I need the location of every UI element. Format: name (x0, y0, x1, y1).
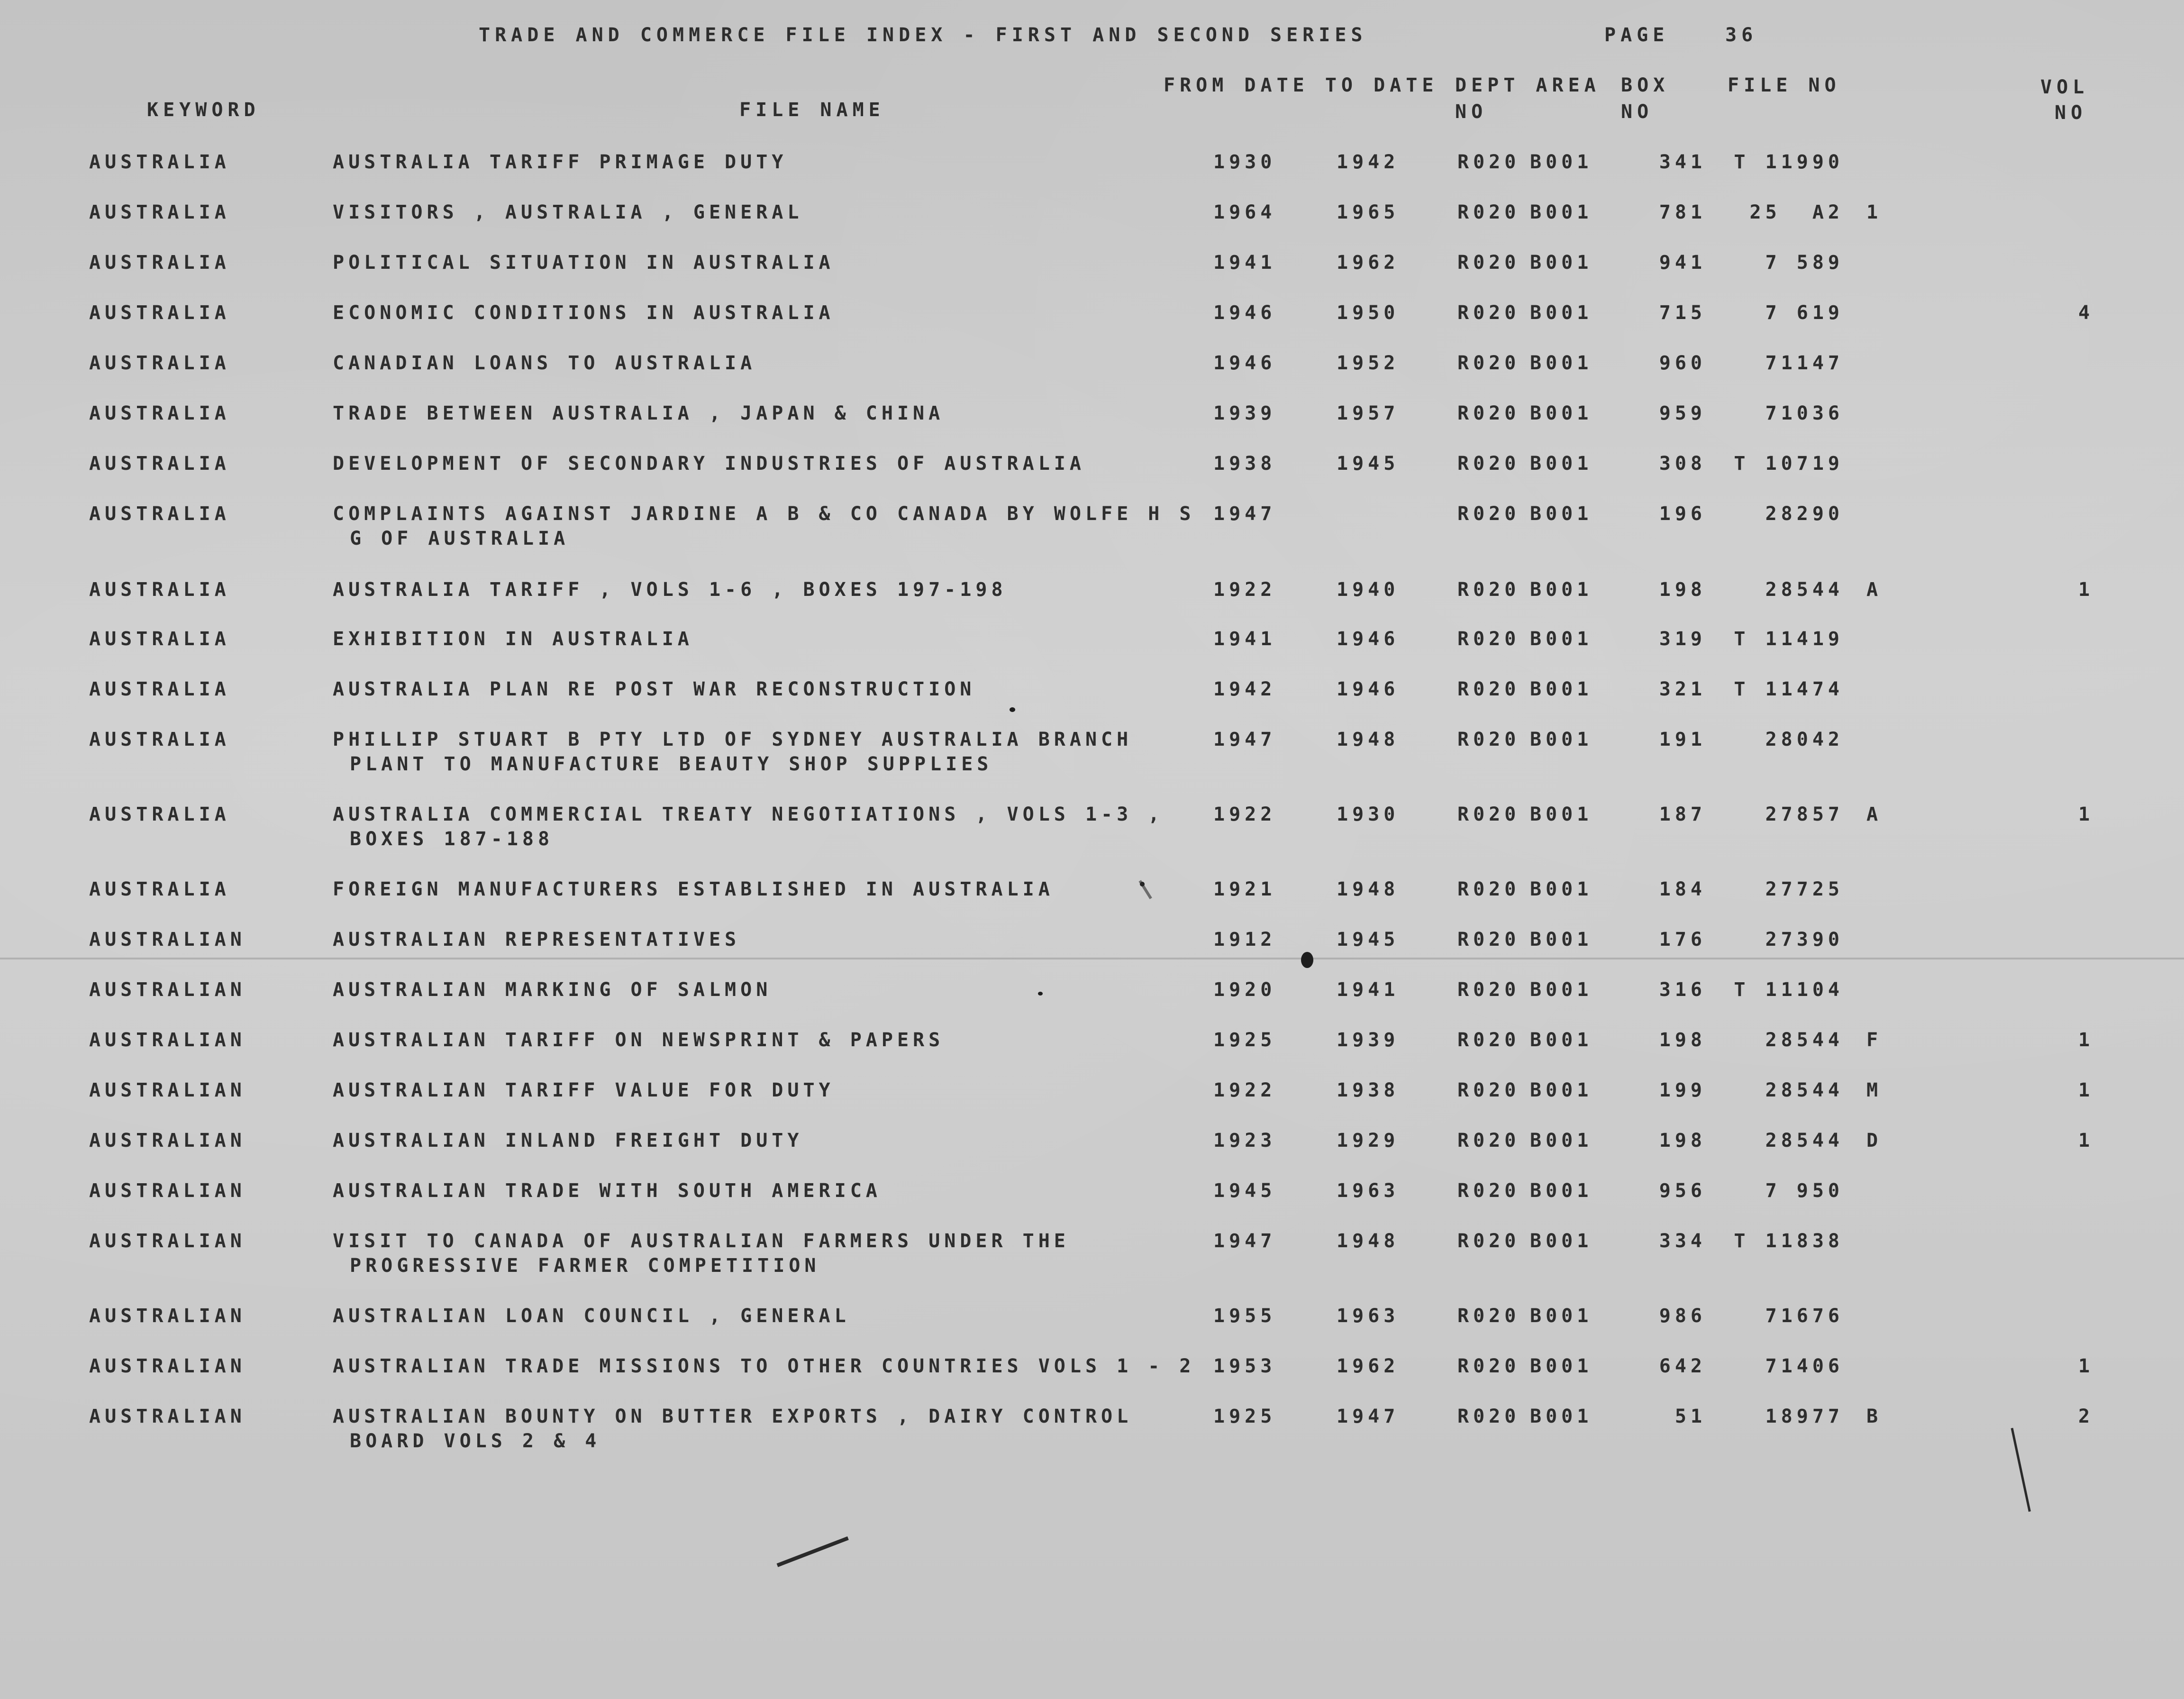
row-keyword: AUSTRALIA (89, 453, 230, 475)
row-file-name-cont: PROGRESSIVE FARMER COMPETITION (350, 1255, 820, 1277)
row-area-no: B001 (1530, 678, 1593, 700)
row-from-date: 1964 (1213, 201, 1276, 223)
row-dept-no: R020 (1457, 1355, 1520, 1377)
row-keyword: AUSTRALIA (89, 878, 230, 900)
row-to-date: 1942 (1337, 151, 1400, 173)
row-file-no: 28290 (1765, 503, 1844, 525)
col-file-no: FILE NO (1728, 74, 1841, 96)
row-file-no: 28544 (1765, 1130, 1844, 1151)
row-keyword: AUSTRALIA (89, 579, 230, 601)
row-keyword: AUSTRALIAN (89, 1230, 246, 1252)
row-box-no: 199 (1659, 1079, 1706, 1101)
row-dept-no: R020 (1457, 1079, 1520, 1101)
row-from-date: 1912 (1213, 929, 1276, 950)
row-file-name: FOREIGN MANUFACTURERS ESTABLISHED IN AUSTRALIA (333, 878, 1054, 900)
row-from-date: 1947 (1213, 729, 1276, 750)
row-area-no: B001 (1530, 1305, 1593, 1327)
row-to-date: 1929 (1337, 1130, 1400, 1151)
page-number: 36 (1725, 24, 1758, 46)
row-to-date: 1945 (1337, 453, 1400, 475)
row-keyword: AUSTRALIAN (89, 1130, 246, 1151)
row-area-no: B001 (1530, 151, 1593, 173)
row-file-name: AUSTRALIAN TARIFF ON NEWSPRINT & PAPERS (333, 1029, 945, 1051)
row-file-name: VISITORS , AUSTRALIA , GENERAL (333, 201, 803, 223)
row-area-no: B001 (1530, 804, 1593, 825)
row-file-name-cont: BOARD VOLS 2 & 4 (350, 1430, 601, 1452)
row-box-no: 198 (1659, 579, 1706, 601)
row-file-name: AUSTRALIA TARIFF , VOLS 1-6 , BOXES 197-198 (333, 579, 1007, 601)
col-file-name: FILE NAME (739, 99, 885, 121)
row-to-date: 1946 (1337, 628, 1400, 650)
row-from-date: 1920 (1213, 979, 1276, 1001)
row-file-name-cont: PLANT TO MANUFACTURE BEAUTY SHOP SUPPLIES (350, 753, 993, 775)
row-keyword: AUSTRALIA (89, 804, 230, 825)
row-file-name: AUSTRALIAN TRADE MISSIONS TO OTHER COUNTRIES VOLS 1 - 2 (333, 1355, 1195, 1377)
row-file-no: 7 619 (1765, 302, 1844, 324)
row-dept-no: R020 (1457, 252, 1520, 274)
row-file-no: 27725 (1765, 878, 1844, 900)
row-from-date: 1930 (1213, 151, 1276, 173)
row-file-no: 27857 (1765, 804, 1844, 825)
row-area-no: B001 (1530, 503, 1593, 525)
row-to-date: 1963 (1337, 1305, 1400, 1327)
row-dept-no: R020 (1457, 352, 1520, 374)
page-label: PAGE (1604, 24, 1669, 46)
row-dept-no: R020 (1457, 579, 1520, 601)
row-keyword: AUSTRALIAN (89, 979, 246, 1001)
row-file-no: T 11838 (1734, 1230, 1844, 1252)
row-file-no: 28544 (1765, 579, 1844, 601)
row-box-no: 316 (1659, 979, 1706, 1001)
row-vol-no: 2 (2078, 1406, 2094, 1427)
row-keyword: AUSTRALIA (89, 678, 230, 700)
row-file-no: 28042 (1765, 729, 1844, 750)
col-from-to-date: FROM DATE TO DATE (1164, 74, 1438, 96)
row-file-name: COMPLAINTS AGAINST JARDINE A B & CO CANADA BY WOLFE H S (333, 503, 1195, 525)
row-to-date: 1947 (1337, 1406, 1400, 1427)
row-file-no: 25 A2 (1749, 201, 1844, 223)
row-dept-no: R020 (1457, 1305, 1520, 1327)
row-area-no: B001 (1530, 302, 1593, 324)
row-file-name: ECONOMIC CONDITIONS IN AUSTRALIA (333, 302, 835, 324)
row-keyword: AUSTRALIA (89, 628, 230, 650)
row-box-no: 319 (1659, 628, 1706, 650)
row-from-date: 1925 (1213, 1029, 1276, 1051)
row-to-date: 1948 (1337, 878, 1400, 900)
row-file-name: DEVELOPMENT OF SECONDARY INDUSTRIES OF AUSTRALIA (333, 453, 1085, 475)
scratch-mark (777, 1536, 849, 1567)
row-file-name: AUSTRALIAN TRADE WITH SOUTH AMERICA (333, 1180, 882, 1202)
page-title: TRADE AND COMMERCE FILE INDEX - FIRST AND SECOND SERIES (479, 24, 1367, 46)
row-box-no: 198 (1659, 1029, 1706, 1051)
col-vol: VOL (2040, 76, 2089, 98)
row-to-date: 1948 (1337, 1230, 1400, 1252)
col-keyword: KEYWORD (147, 99, 260, 121)
row-box-no: 187 (1659, 804, 1706, 825)
row-dept-no: R020 (1457, 729, 1520, 750)
row-dept-no: R020 (1457, 302, 1520, 324)
row-file-name-cont: BOXES 187-188 (350, 828, 554, 850)
row-to-date: 1945 (1337, 929, 1400, 950)
row-keyword: AUSTRALIA (89, 503, 230, 525)
row-file-no: 18977 (1765, 1406, 1844, 1427)
row-keyword: AUSTRALIA (89, 151, 230, 173)
row-to-date: 1930 (1337, 804, 1400, 825)
row-file-name: AUSTRALIAN TARIFF VALUE FOR DUTY (333, 1079, 835, 1101)
row-file-name: AUSTRALIAN LOAN COUNCIL , GENERAL (333, 1305, 850, 1327)
row-file-no: 28544 (1765, 1079, 1844, 1101)
row-box-no: 715 (1659, 302, 1706, 324)
row-from-date: 1922 (1213, 804, 1276, 825)
row-dept-no: R020 (1457, 979, 1520, 1001)
row-dept-no: R020 (1457, 1029, 1520, 1051)
row-keyword: AUSTRALIA (89, 302, 230, 324)
row-file-name: AUSTRALIA COMMERCIAL TREATY NEGOTIATIONS , VOLS 1-3 , (333, 804, 1164, 825)
row-file-name: POLITICAL SITUATION IN AUSTRALIA (333, 252, 835, 274)
row-file-no: 71036 (1765, 402, 1844, 424)
row-vol-no: 1 (2078, 1079, 2094, 1101)
row-from-date: 1941 (1213, 252, 1276, 274)
row-box-no: 642 (1659, 1355, 1706, 1377)
row-to-date: 1946 (1337, 678, 1400, 700)
row-area-no: B001 (1530, 878, 1593, 900)
row-file-suffix: A (1866, 579, 1883, 601)
row-area-no: B001 (1530, 352, 1593, 374)
row-area-no: B001 (1530, 1130, 1593, 1151)
row-area-no: B001 (1530, 402, 1593, 424)
row-file-name: AUSTRALIAN MARKING OF SALMON (333, 979, 772, 1001)
row-file-no: T 11104 (1734, 979, 1844, 1001)
row-to-date: 1963 (1337, 1180, 1400, 1202)
row-box-no: 960 (1659, 352, 1706, 374)
row-box-no: 196 (1659, 503, 1706, 525)
row-from-date: 1923 (1213, 1130, 1276, 1151)
row-file-no: T 11474 (1734, 678, 1844, 700)
row-box-no: 781 (1659, 201, 1706, 223)
row-file-no: 7 950 (1765, 1180, 1844, 1202)
row-file-name: AUSTRALIA TARIFF PRIMAGE DUTY (333, 151, 788, 173)
row-vol-no: 1 (2078, 1355, 2094, 1377)
row-file-name: AUSTRALIAN BOUNTY ON BUTTER EXPORTS , DAIRY CONTROL (333, 1406, 1133, 1427)
col-box: BOX (1621, 74, 1670, 96)
row-file-no: T 10719 (1734, 453, 1844, 475)
row-file-name: CANADIAN LOANS TO AUSTRALIA (333, 352, 756, 374)
col-vol-no: NO (2055, 102, 2087, 124)
row-area-no: B001 (1530, 1230, 1593, 1252)
row-file-name: AUSTRALIAN REPRESENTATIVES (333, 929, 741, 950)
row-area-no: B001 (1530, 628, 1593, 650)
row-file-name: TRADE BETWEEN AUSTRALIA , JAPAN & CHINA (333, 402, 945, 424)
row-keyword: AUSTRALIAN (89, 1305, 246, 1327)
row-area-no: B001 (1530, 252, 1593, 274)
row-area-no: B001 (1530, 453, 1593, 475)
row-keyword: AUSTRALIA (89, 252, 230, 274)
row-to-date: 1962 (1337, 252, 1400, 274)
row-to-date: 1952 (1337, 352, 1400, 374)
row-from-date: 1947 (1213, 1230, 1276, 1252)
row-box-no: 986 (1659, 1305, 1706, 1327)
row-file-name-cont: G OF AUSTRALIA (350, 528, 570, 549)
row-file-no: 7 589 (1765, 252, 1844, 274)
row-dept-no: R020 (1457, 678, 1520, 700)
row-to-date: 1957 (1337, 402, 1400, 424)
row-file-name: VISIT TO CANADA OF AUSTRALIAN FARMERS UNDER THE (333, 1230, 1070, 1252)
row-keyword: AUSTRALIA (89, 729, 230, 750)
row-dept-no: R020 (1457, 804, 1520, 825)
row-area-no: B001 (1530, 1029, 1593, 1051)
row-from-date: 1922 (1213, 579, 1276, 601)
row-file-no: T 11419 (1734, 628, 1844, 650)
row-dept-no: R020 (1457, 929, 1520, 950)
row-file-no: 27390 (1765, 929, 1844, 950)
row-keyword: AUSTRALIAN (89, 1355, 246, 1377)
scratch-mark (2011, 1428, 2031, 1512)
row-file-no: 71147 (1765, 352, 1844, 374)
row-dept-no: R020 (1457, 628, 1520, 650)
row-area-no: B001 (1530, 1355, 1593, 1377)
row-vol-no: 1 (2078, 1029, 2094, 1051)
row-file-no: 28544 (1765, 1029, 1844, 1051)
row-vol-no: 4 (2078, 302, 2094, 324)
row-to-date: 1948 (1337, 729, 1400, 750)
row-from-date: 1946 (1213, 302, 1276, 324)
row-keyword: AUSTRALIA (89, 352, 230, 374)
row-from-date: 1941 (1213, 628, 1276, 650)
row-file-no: 71406 (1765, 1355, 1844, 1377)
row-from-date: 1939 (1213, 402, 1276, 424)
row-box-no: 308 (1659, 453, 1706, 475)
row-from-date: 1953 (1213, 1355, 1276, 1377)
row-box-no: 341 (1659, 151, 1706, 173)
row-to-date: 1962 (1337, 1355, 1400, 1377)
row-box-no: 956 (1659, 1180, 1706, 1202)
row-area-no: B001 (1530, 579, 1593, 601)
col-dept-area-no: NO (1455, 101, 1488, 123)
row-keyword: AUSTRALIAN (89, 1029, 246, 1051)
row-keyword: AUSTRALIAN (89, 929, 246, 950)
row-dept-no: R020 (1457, 1130, 1520, 1151)
row-from-date: 1922 (1213, 1079, 1276, 1101)
row-file-name: EXHIBITION IN AUSTRALIA (333, 628, 693, 650)
row-area-no: B001 (1530, 929, 1593, 950)
ink-speck (1010, 707, 1015, 712)
row-file-suffix: F (1866, 1029, 1883, 1051)
row-dept-no: R020 (1457, 503, 1520, 525)
row-dept-no: R020 (1457, 1406, 1520, 1427)
scratch-mark (1138, 880, 1152, 899)
fold-line (0, 958, 2184, 959)
row-keyword: AUSTRALIAN (89, 1180, 246, 1202)
row-vol-no: 1 (2078, 1130, 2094, 1151)
row-box-no: 176 (1659, 929, 1706, 950)
col-box-no: NO (1621, 101, 1654, 123)
row-to-date: 1938 (1337, 1079, 1400, 1101)
row-keyword: AUSTRALIA (89, 402, 230, 424)
row-from-date: 1942 (1213, 678, 1276, 700)
row-file-no: 71676 (1765, 1305, 1844, 1327)
row-file-suffix: A (1866, 804, 1883, 825)
row-dept-no: R020 (1457, 151, 1520, 173)
row-from-date: 1947 (1213, 503, 1276, 525)
row-box-no: 334 (1659, 1230, 1706, 1252)
row-dept-no: R020 (1457, 201, 1520, 223)
row-box-no: 959 (1659, 402, 1706, 424)
row-file-no: T 11990 (1734, 151, 1844, 173)
row-box-no: 198 (1659, 1130, 1706, 1151)
row-to-date: 1965 (1337, 201, 1400, 223)
row-area-no: B001 (1530, 979, 1593, 1001)
row-dept-no: R020 (1457, 1180, 1520, 1202)
row-box-no: 941 (1659, 252, 1706, 274)
ink-speck (1038, 992, 1043, 996)
row-file-name: PHILLIP STUART B PTY LTD OF SYDNEY AUSTRALIA BRANCH (333, 729, 1133, 750)
row-dept-no: R020 (1457, 1230, 1520, 1252)
row-file-suffix: B (1866, 1406, 1883, 1427)
row-file-suffix: M (1866, 1079, 1883, 1101)
row-from-date: 1945 (1213, 1180, 1276, 1202)
row-file-name: AUSTRALIAN INLAND FREIGHT DUTY (333, 1130, 803, 1151)
row-area-no: B001 (1530, 201, 1593, 223)
row-to-date: 1940 (1337, 579, 1400, 601)
row-from-date: 1938 (1213, 453, 1276, 475)
row-file-suffix: 1 (1866, 201, 1883, 223)
row-vol-no: 1 (2078, 804, 2094, 825)
row-from-date: 1925 (1213, 1406, 1276, 1427)
row-box-no: 191 (1659, 729, 1706, 750)
row-to-date: 1939 (1337, 1029, 1400, 1051)
row-from-date: 1946 (1213, 352, 1276, 374)
row-to-date: 1941 (1337, 979, 1400, 1001)
row-from-date: 1955 (1213, 1305, 1276, 1327)
row-area-no: B001 (1530, 729, 1593, 750)
row-box-no: 51 (1674, 1406, 1706, 1427)
row-keyword: AUSTRALIAN (89, 1079, 246, 1101)
row-vol-no: 1 (2078, 579, 2094, 601)
row-area-no: B001 (1530, 1079, 1593, 1101)
row-file-name: AUSTRALIA PLAN RE POST WAR RECONSTRUCTION (333, 678, 976, 700)
row-keyword: AUSTRALIA (89, 201, 230, 223)
row-keyword: AUSTRALIAN (89, 1406, 246, 1427)
ink-speck (1301, 952, 1313, 968)
row-to-date: 1950 (1337, 302, 1400, 324)
row-box-no: 321 (1659, 678, 1706, 700)
row-dept-no: R020 (1457, 453, 1520, 475)
row-dept-no: R020 (1457, 402, 1520, 424)
row-from-date: 1921 (1213, 878, 1276, 900)
row-dept-no: R020 (1457, 878, 1520, 900)
row-area-no: B001 (1530, 1406, 1593, 1427)
row-file-suffix: D (1866, 1130, 1883, 1151)
col-dept-area: DEPT AREA (1455, 74, 1601, 96)
row-area-no: B001 (1530, 1180, 1593, 1202)
row-box-no: 184 (1659, 878, 1706, 900)
